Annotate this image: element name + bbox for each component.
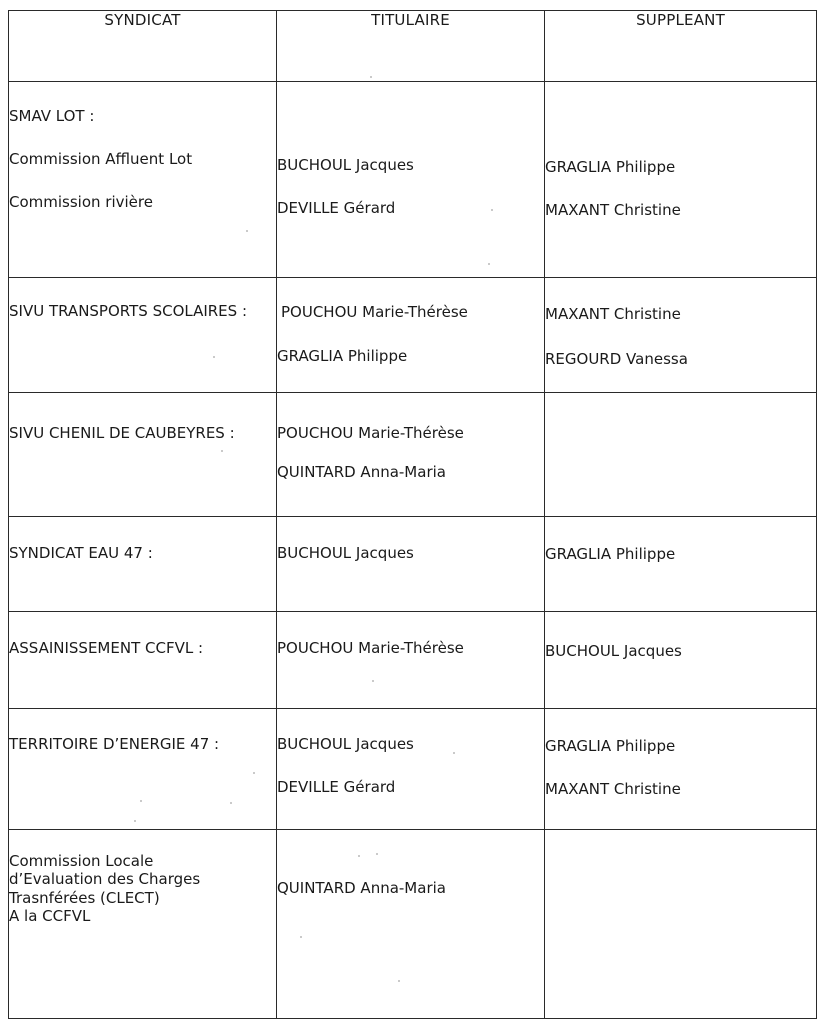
titulaire-cell (277, 709, 545, 830)
titulaire-cell (277, 393, 545, 517)
scan-speck (488, 263, 490, 265)
header-titulaire: TITULAIRE (277, 11, 545, 82)
syndicat-subline: A la CCFVL (9, 906, 91, 925)
scan-speck (398, 980, 400, 982)
scan-speck (491, 209, 493, 211)
titulaire-name: QUINTARD Anna-Maria (277, 463, 446, 481)
titulaire-name: POUCHOU Marie-Thérèse (277, 639, 464, 657)
suppleant-name: MAXANT Christine (545, 305, 681, 323)
suppleant-name: MAXANT Christine (545, 201, 681, 219)
syndicat-name: Commission Locale (9, 852, 154, 870)
scan-speck (213, 356, 215, 358)
scan-speck (453, 752, 455, 754)
scan-speck (134, 820, 136, 822)
table-row (9, 612, 817, 709)
syndicat-cell (9, 830, 277, 1019)
scan-speck (376, 853, 378, 855)
suppleant-cell (545, 709, 817, 830)
syndicat-subline: d’Evaluation des Charges (9, 870, 201, 889)
titulaire-cell (277, 612, 545, 709)
titulaire-name: QUINTARD Anna-Maria (277, 879, 446, 897)
titulaire-cell (277, 278, 545, 393)
suppleant-name: GRAGLIA Philippe (545, 158, 676, 176)
suppleant-cell (545, 393, 817, 517)
titulaire-cell (277, 517, 545, 612)
suppleant-name: MAXANT Christine (545, 780, 681, 798)
syndicat-name: SYNDICAT EAU 47 : (9, 544, 153, 562)
scan-speck (230, 802, 232, 804)
suppleant-name: REGOURD Vanessa (545, 350, 688, 368)
titulaire-name: BUCHOUL Jacques (277, 544, 414, 562)
titulaire-name: POUCHOU Marie-Thérèse (277, 424, 464, 442)
titulaire-cell (277, 82, 545, 278)
titulaire-name: POUCHOU Marie-Thérèse (281, 303, 468, 321)
syndicat-name: SMAV LOT : (9, 107, 95, 125)
syndicat-cell (9, 393, 277, 517)
table-row (9, 830, 817, 1019)
scan-speck (370, 76, 372, 78)
table-row (9, 709, 817, 830)
suppleant-name: BUCHOUL Jacques (545, 642, 682, 660)
table-row (9, 278, 817, 393)
delegates-table (8, 10, 817, 1019)
scan-speck (358, 855, 360, 857)
titulaire-name: DEVILLE Gérard (277, 778, 396, 796)
suppleant-cell (545, 830, 817, 1019)
suppleant-name: GRAGLIA Philippe (545, 737, 676, 755)
titulaire-cell (277, 830, 545, 1019)
syndicat-cell (9, 612, 277, 709)
syndicat-cell (9, 709, 277, 830)
header-suppleant: SUPPLEANT (545, 11, 817, 82)
syndicat-name: SIVU TRANSPORTS SCOLAIRES : (9, 302, 248, 320)
scan-speck (372, 680, 374, 682)
scan-speck (300, 936, 302, 938)
syndicat-subline: Trasnférées (CLECT) (9, 888, 160, 907)
header-syndicat: SYNDICAT (9, 11, 277, 82)
titulaire-name: BUCHOUL Jacques (277, 735, 414, 753)
titulaire-name: DEVILLE Gérard (277, 199, 396, 217)
syndicat-name: SIVU CHENIL DE CAUBEYRES : (9, 424, 235, 442)
syndicat-name: ASSAINISSEMENT CCFVL : (9, 639, 204, 657)
table-row (9, 82, 817, 278)
syndicat-subline: Commission Affluent Lot (9, 150, 193, 168)
suppleant-cell (545, 517, 817, 612)
table-row (9, 393, 817, 517)
syndicat-name: TERRITOIRE D’ENERGIE 47 : (9, 735, 220, 753)
titulaire-name: GRAGLIA Philippe (277, 347, 408, 365)
suppleant-cell (545, 278, 817, 393)
scan-speck (221, 450, 223, 452)
scan-speck (253, 772, 255, 774)
syndicat-subline: Commission rivière (9, 193, 153, 211)
scan-speck (246, 230, 248, 232)
syndicat-cell (9, 278, 277, 393)
syndicat-cell (9, 517, 277, 612)
table-header-row (9, 11, 817, 82)
scan-speck (140, 800, 142, 802)
table-row (9, 517, 817, 612)
syndicat-cell (9, 82, 277, 278)
suppleant-cell (545, 82, 817, 278)
suppleant-cell (545, 612, 817, 709)
suppleant-name: GRAGLIA Philippe (545, 545, 676, 563)
titulaire-name: BUCHOUL Jacques (277, 156, 414, 174)
